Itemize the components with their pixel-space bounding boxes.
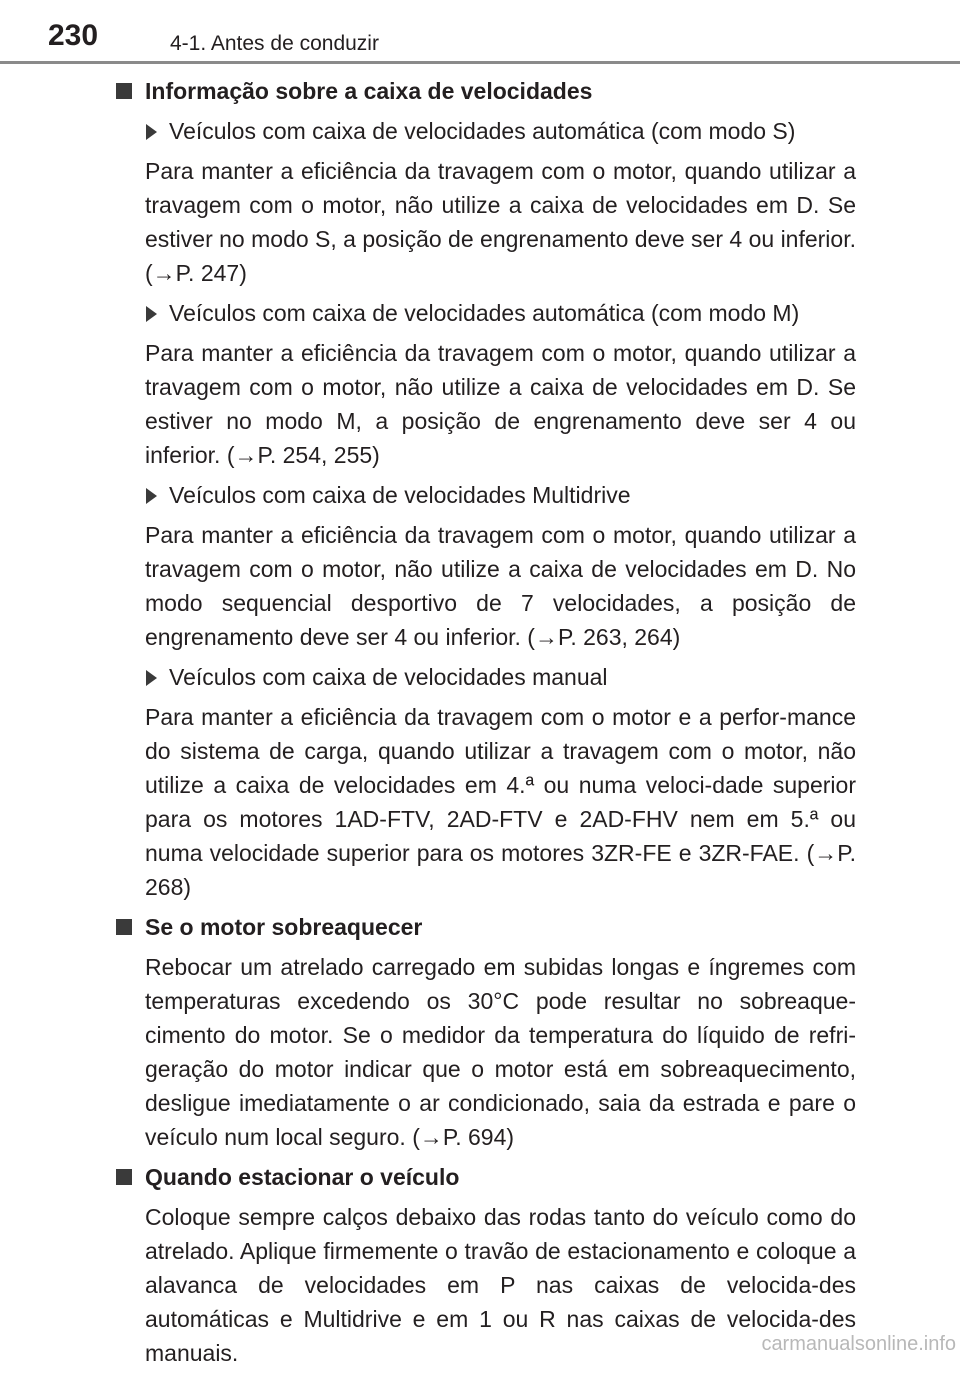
square-bullet-icon: [116, 83, 132, 99]
section-heading: [112, 910, 856, 944]
subheading-text: Veículos com caixa de velocidades Multidrive: [169, 482, 631, 508]
section-heading: [112, 1160, 856, 1194]
page-header: [0, 0, 960, 64]
paragraph: Coloque sempre calços debaixo das rodas tanto do veículo como do atrelado. Aplique firmemente o travão de estacionamento e coloque a alavanca de velocidades em P nas caixas de velocida-des automáticas e Multidrive e em 1 ou R nas caixas de velocida-des manuais.: [145, 1204, 856, 1366]
subheading: [112, 660, 856, 694]
square-bullet-icon: [116, 919, 132, 935]
section-heading-text: Quando estacionar o veículo: [145, 1164, 460, 1190]
subheading-text: Veículos com caixa de velocidades automática (com modo S): [169, 118, 796, 144]
section-parking: [112, 1160, 856, 1370]
subheading: [112, 114, 856, 148]
triangle-bullet-icon: [146, 306, 157, 322]
page-content: [112, 74, 856, 1376]
header-divider: [0, 61, 960, 64]
square-bullet-icon: [116, 1169, 132, 1185]
paragraph: Para manter a eficiência da travagem com o motor, quando utilizar a travagem com o motor, não utilize a caixa de velocidades em D. Se estiver no modo S, a posição de engrenamento deve ser 4 ou inferior. (→P. 247): [145, 158, 856, 286]
section-transmission-info: [112, 74, 856, 904]
section-heading-text: Informação sobre a caixa de velocidades: [145, 78, 593, 104]
subheading: [112, 478, 856, 512]
paragraph: Para manter a eficiência da travagem com o motor, quando utilizar a travagem com o motor, não utilize a caixa de velocidades em D. No modo sequencial desportivo de 7 velocidades, a posição de engrenamento deve ser 4 ou inferior. (→P. 263, 264): [145, 522, 856, 650]
watermark: carmanualsonline.info: [761, 1333, 956, 1355]
section-heading-text: Se o motor sobreaquecer: [145, 914, 423, 940]
paragraph: Rebocar um atrelado carregado em subidas longas e íngremes com temperaturas excedendo os 30°C pode resultar no sobreaque-cimento do motor. Se o medidor da temperatura do líquido de refri-geração do motor indicar que o motor está em sobreaquecimento, desligue imediatamente o ar condicionado, saia da estrada e pare o veículo num local seguro. (→P. 694): [145, 954, 856, 1150]
subheading-text: Veículos com caixa de velocidades manual: [169, 664, 608, 690]
subheading: [112, 296, 856, 330]
section-overheating: [112, 910, 856, 1154]
triangle-bullet-icon: [146, 670, 157, 686]
subheading-text: Veículos com caixa de velocidades automática (com modo M): [169, 300, 800, 326]
paragraph: Para manter a eficiência da travagem com o motor, quando utilizar a travagem com o motor, não utilize a caixa de velocidades em D. Se estiver no modo M, a posição de engrenamento deve ser 4 ou inferior. (→P. 254, 255): [145, 340, 856, 468]
triangle-bullet-icon: [146, 124, 157, 140]
section-heading: [112, 74, 856, 108]
triangle-bullet-icon: [146, 488, 157, 504]
paragraph: Para manter a eficiência da travagem com o motor e a perfor-mance do sistema de carga, quando utilizar a travagem com o motor, não utilize a caixa de velocidades em 4.ª ou numa veloci-dade superior para os motores 1AD-FTV, 2AD-FTV e 2AD-FHV nem em 5.ª ou numa velocidade superior para os motores 3ZR-FE e 3ZR-FAE. (→P. 268): [145, 704, 856, 900]
section-title: 4-1. Antes de conduzir: [170, 32, 379, 55]
page-number: 230: [48, 19, 99, 52]
